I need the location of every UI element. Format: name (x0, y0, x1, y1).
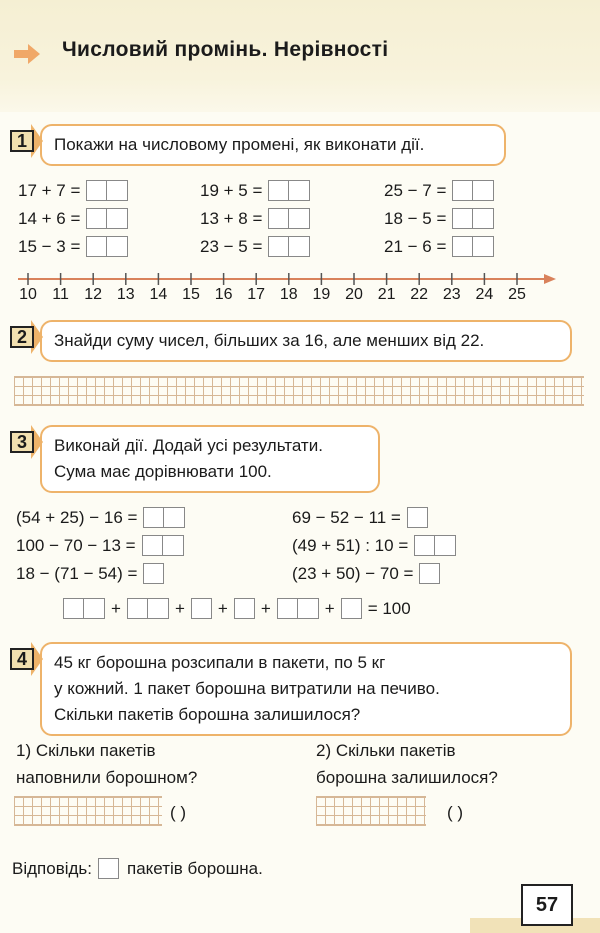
answer-box[interactable] (414, 535, 435, 556)
answer-box[interactable] (63, 598, 84, 619)
equation: (49 + 51) : 10 = (292, 535, 456, 556)
answer-box[interactable] (191, 598, 212, 619)
page-number: 57 (521, 884, 573, 926)
answer-box[interactable] (341, 598, 362, 619)
answer-box[interactable] (127, 598, 148, 619)
equation: 13 + 8 = (200, 208, 310, 229)
number-line-label: 22 (410, 286, 429, 303)
number-line-label: 11 (52, 286, 69, 303)
task-3-header (10, 425, 380, 493)
task-4-line: у кожний. 1 пакет борошна витратили на печиво. (54, 679, 440, 698)
equation: 69 − 52 − 11 = (292, 507, 428, 528)
plus-sign: + (217, 598, 228, 618)
number-line-label: 24 (475, 286, 494, 303)
plus-sign: + (324, 598, 335, 618)
task-number: 1 (10, 130, 34, 152)
plus-sign: + (174, 598, 185, 618)
number-line-label: 15 (182, 286, 200, 303)
answer-label: Відповідь: (12, 858, 93, 878)
answer-box[interactable] (148, 598, 169, 619)
answer-box[interactable] (268, 208, 289, 229)
answer-box[interactable] (86, 236, 107, 257)
answer-box[interactable] (473, 180, 494, 201)
number-line (18, 270, 558, 286)
question-1: 1) Скільки пакетів наповнили борошном? (16, 741, 198, 787)
number-line-label: 14 (149, 286, 168, 303)
number-line-label: 17 (247, 286, 266, 303)
task-3-text (40, 425, 380, 493)
work-grid[interactable] (14, 796, 162, 826)
answer-box[interactable] (98, 858, 119, 879)
answer-box[interactable] (419, 563, 440, 584)
work-grid[interactable] (14, 376, 584, 406)
number-line-label: 21 (377, 286, 396, 303)
answer-box[interactable] (84, 598, 105, 619)
task-4-text (40, 642, 572, 736)
answer-box[interactable] (289, 236, 310, 257)
task-number: 2 (10, 326, 34, 348)
answer-box[interactable] (143, 563, 164, 584)
answer-box[interactable] (142, 535, 163, 556)
equation: (54 + 25) − 16 = (16, 507, 185, 528)
answer-box[interactable] (452, 180, 473, 201)
work-grid[interactable] (316, 796, 426, 826)
task-number: 3 (10, 431, 34, 453)
answer-box[interactable] (289, 208, 310, 229)
number-line-label: 23 (442, 286, 461, 303)
answer-box[interactable] (107, 180, 128, 201)
answer-box[interactable] (298, 598, 319, 619)
answer-box[interactable] (143, 507, 164, 528)
number-line-label: 13 (116, 286, 135, 303)
equation: 15 − 3 = (18, 236, 128, 257)
equation: 23 − 5 = (200, 236, 310, 257)
answer-box[interactable] (163, 535, 184, 556)
task-4-line: 45 кг борошна розсипали в пакети, по 5 кг (54, 653, 386, 672)
answer-suffix: пакетів борошна. (127, 858, 263, 878)
equation: 21 − 6 = (384, 236, 494, 257)
answer-box[interactable] (268, 236, 289, 257)
answer-box[interactable] (277, 598, 298, 619)
number-line-label: 10 (19, 286, 37, 303)
task-3-line: Виконай дії. Додай усі результати. (54, 436, 323, 455)
equation: (23 + 50) − 70 = (292, 563, 440, 584)
equation: 100 − 70 − 13 = (16, 535, 184, 556)
task-2-header (10, 320, 572, 362)
task-4-line: Скільки пакетів борошна залишилося? (54, 705, 361, 724)
arrow-right-icon (14, 44, 40, 64)
answer-box[interactable] (435, 535, 456, 556)
task-3-line: Сума має дорівнювати 100. (54, 462, 272, 481)
sum-row (63, 598, 417, 619)
answer-box[interactable] (164, 507, 185, 528)
answer-box[interactable] (234, 598, 255, 619)
equation: 25 − 7 = (384, 180, 494, 201)
equation: 18 − 5 = (384, 208, 494, 229)
answer-box[interactable] (107, 236, 128, 257)
task-number: 4 (10, 648, 34, 670)
answer-box[interactable] (86, 208, 107, 229)
number-line-label: 12 (84, 286, 103, 303)
answer-box[interactable] (268, 180, 289, 201)
answer-parens: ( ) (447, 803, 464, 822)
answer-box[interactable] (107, 208, 128, 229)
task-1-header (10, 124, 506, 166)
task-4-header (10, 642, 572, 736)
answer-box[interactable] (473, 236, 494, 257)
answer-parens: ( ) (170, 803, 187, 822)
equation: 18 − (71 − 54) = (16, 563, 164, 584)
task-1-text: Покажи на числовому промені, як виконати дії. (40, 124, 506, 166)
plus-sign: + (260, 598, 271, 618)
page-title: Числовий промінь. Нерівності (62, 38, 389, 61)
answer-box[interactable] (289, 180, 310, 201)
equation: 17 + 7 = (18, 180, 128, 201)
equation: 19 + 5 = (200, 180, 310, 201)
number-line-label: 16 (214, 286, 233, 303)
question-2: 2) Скільки пакетів борошна залишилося? (316, 741, 498, 787)
answer-line (12, 858, 263, 879)
answer-box[interactable] (86, 180, 107, 201)
number-line-label: 19 (312, 286, 331, 303)
answer-box[interactable] (452, 208, 473, 229)
equation: 14 + 6 = (18, 208, 128, 229)
sum-result: = 100 (367, 598, 411, 618)
number-line-label: 18 (279, 286, 298, 303)
task-2-text: Знайди суму чисел, більших за 16, але менших від 22. (40, 320, 572, 362)
plus-sign: + (111, 598, 121, 618)
number-line-label: 20 (345, 286, 363, 303)
answer-box[interactable] (407, 507, 428, 528)
number-line-label: 25 (508, 286, 526, 303)
answer-box[interactable] (452, 236, 473, 257)
answer-box[interactable] (473, 208, 494, 229)
